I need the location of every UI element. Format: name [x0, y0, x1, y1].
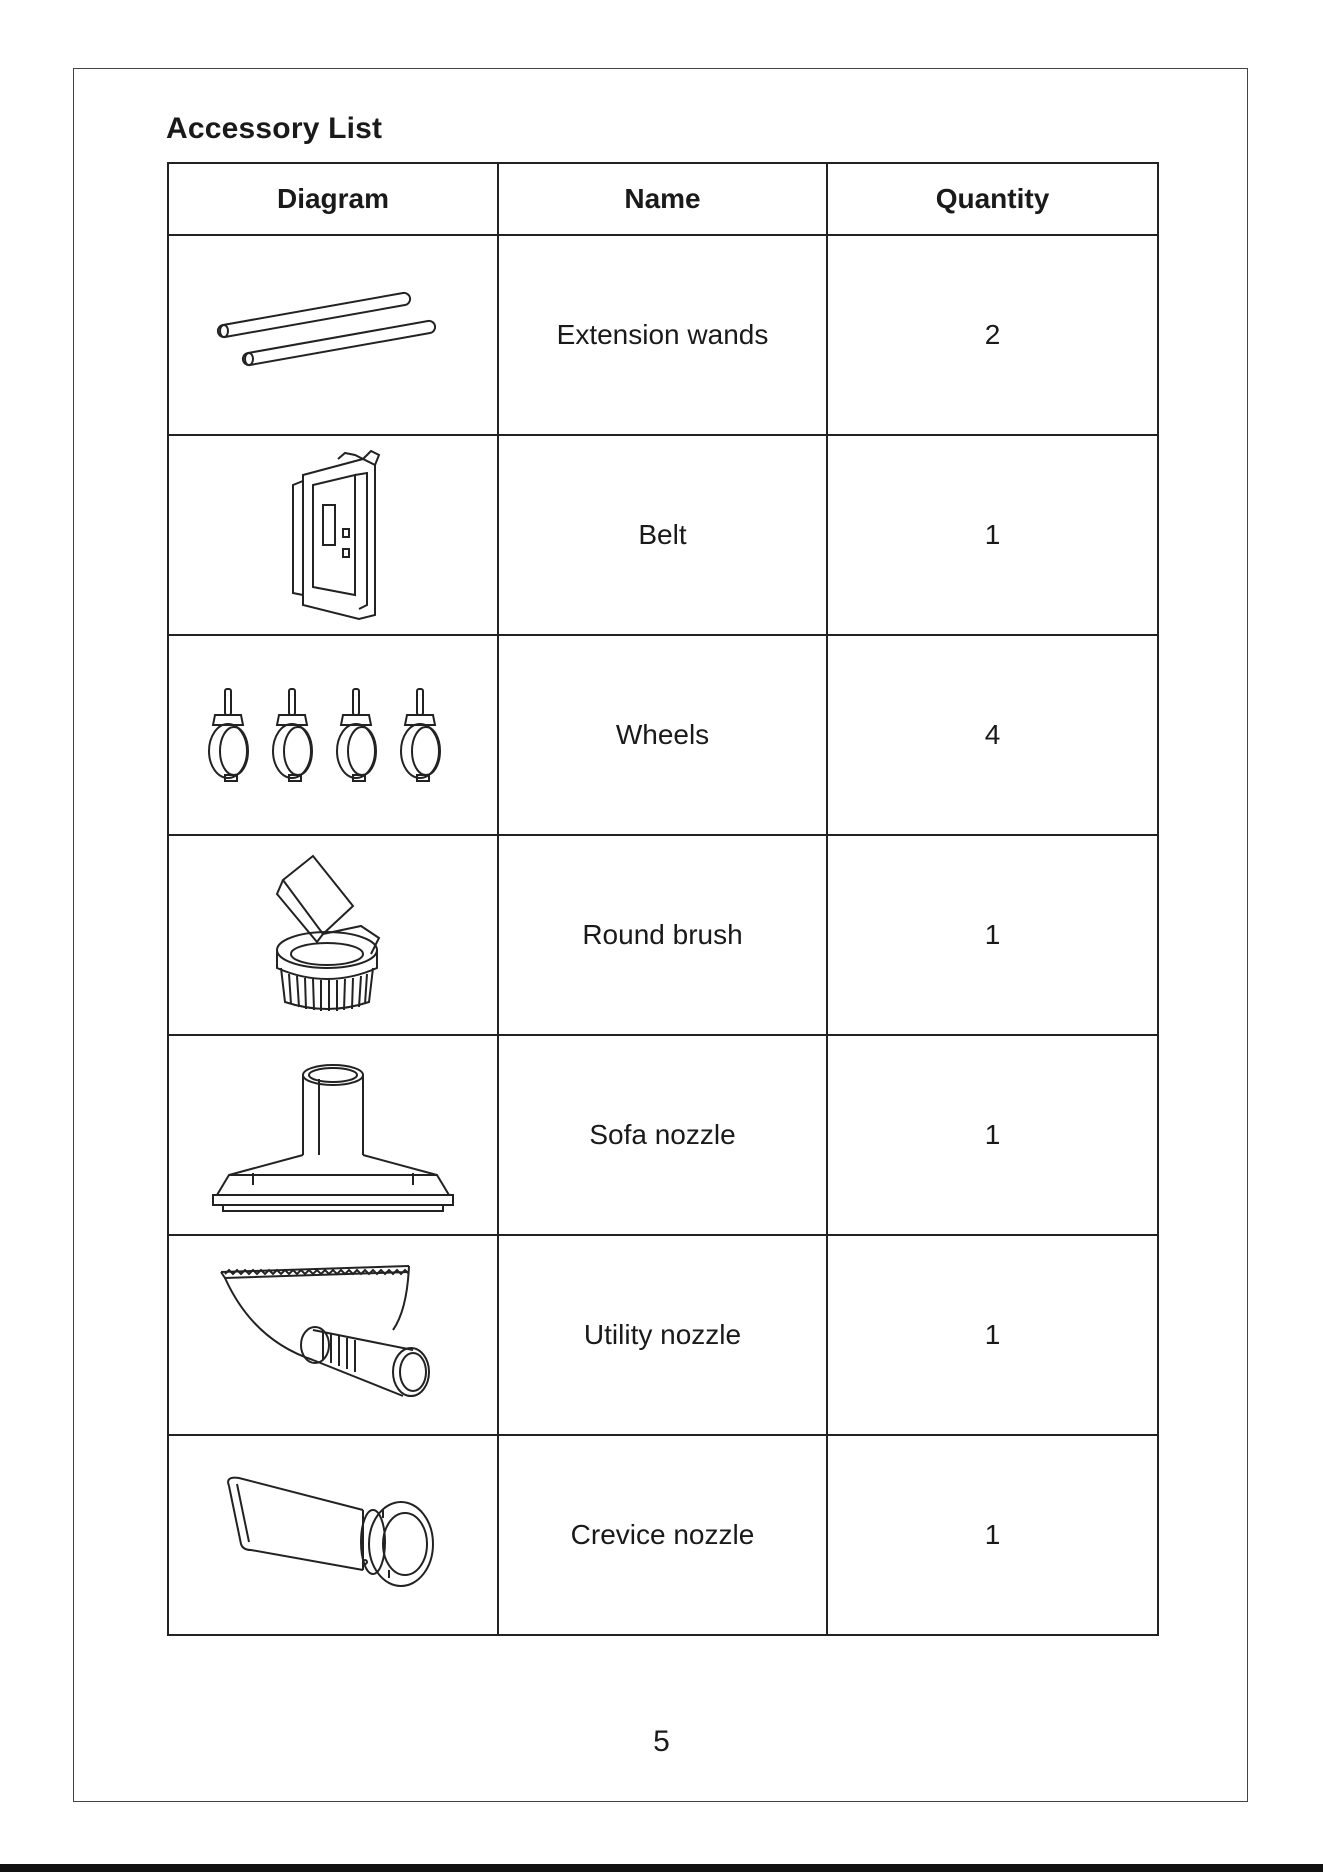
header-name: Name	[498, 163, 827, 235]
item-name: Round brush	[498, 835, 827, 1035]
table-row	[168, 1035, 1158, 1235]
item-name: Wheels	[498, 635, 827, 835]
diagram-cell	[168, 635, 498, 835]
page-title: Accessory List	[166, 112, 383, 145]
diagram-cell	[168, 1035, 498, 1235]
diagram-cell	[168, 835, 498, 1035]
item-quantity: 1	[827, 835, 1158, 1035]
table-header-row	[168, 163, 1158, 235]
table-row	[168, 1235, 1158, 1435]
diagram-cell	[168, 435, 498, 635]
item-quantity: 4	[827, 635, 1158, 835]
item-quantity: 2	[827, 235, 1158, 435]
item-quantity: 1	[827, 1035, 1158, 1235]
item-name: Sofa nozzle	[498, 1035, 827, 1235]
diagram-cell	[168, 1235, 498, 1435]
header-diagram: Diagram	[168, 163, 498, 235]
table-row	[168, 635, 1158, 835]
round-brush-icon	[263, 850, 403, 1020]
diagram-cell	[168, 1435, 498, 1635]
item-name: Extension wands	[498, 235, 827, 435]
item-quantity: 1	[827, 1235, 1158, 1435]
extension-wands-icon	[203, 275, 463, 395]
table-row	[168, 435, 1158, 635]
item-name: Crevice nozzle	[498, 1435, 827, 1635]
table-row	[168, 235, 1158, 435]
item-quantity: 1	[827, 1435, 1158, 1635]
belt-icon	[263, 445, 403, 625]
utility-nozzle-icon	[213, 1260, 453, 1410]
table-row	[168, 1435, 1158, 1635]
diagram-cell	[168, 235, 498, 435]
table-row	[168, 835, 1158, 1035]
sofa-nozzle-icon	[193, 1055, 473, 1215]
item-quantity: 1	[827, 435, 1158, 635]
crevice-nozzle-icon	[213, 1470, 453, 1600]
item-name: Utility nozzle	[498, 1235, 827, 1435]
page-number: 5	[653, 1725, 670, 1758]
bottom-border-band	[0, 1864, 1323, 1872]
accessory-table	[167, 162, 1159, 1636]
header-quantity: Quantity	[827, 163, 1158, 235]
item-name: Belt	[498, 435, 827, 635]
wheels-icon	[203, 685, 463, 785]
